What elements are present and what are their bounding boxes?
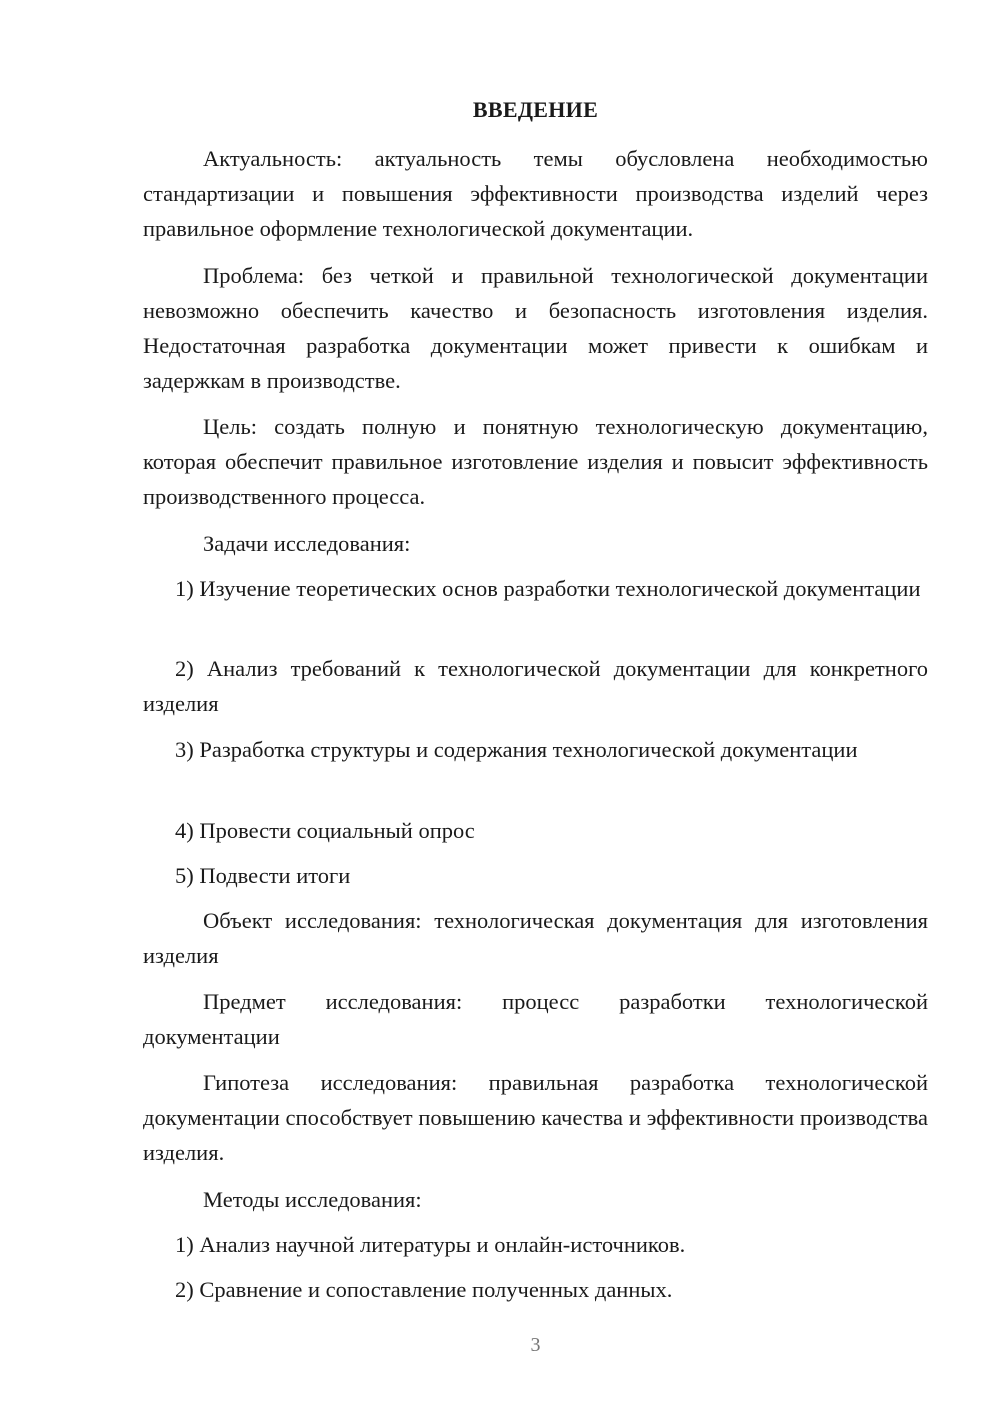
tasks-heading: Задачи исследования: — [203, 531, 411, 556]
method-item-2: 2) Сравнение и сопоставление полученных данных. — [175, 1277, 673, 1302]
page-number: 3 — [530, 1334, 541, 1356]
object-paragraph: Объект исследования: технологическая документация для изготовления изделия — [143, 908, 928, 968]
task-item-3: 3) Разработка структуры и содержания технологической документации — [175, 737, 858, 762]
task-item-4: 4) Провести социальный опрос — [175, 818, 475, 843]
relevance-paragraph: Актуальность: актуальность темы обусловлена необходимостью стандартизации и повышения эффективности производства изделий через правильное оформление технологической документации. — [143, 146, 928, 241]
hypothesis-paragraph: Гипотеза исследования: правильная разработка технологической документации способствует повышению качества и эффективности производства изделия. — [143, 1070, 928, 1165]
task-item-1: 1) Изучение теоретических основ разработки технологической документации — [175, 576, 921, 601]
method-item-1: 1) Анализ научной литературы и онлайн-источников. — [175, 1232, 686, 1257]
task-item-2: 2) Анализ требований к технологической документации для конкретного изделия — [143, 656, 928, 716]
methods-heading: Методы исследования: — [203, 1187, 422, 1212]
page-title: ВВЕДЕНИЕ — [472, 97, 599, 122]
subject-paragraph: Предмет исследования: процесс разработки технологической документации — [143, 989, 928, 1049]
task-item-5: 5) Подвести итоги — [175, 863, 351, 888]
problem-paragraph: Проблема: без четкой и правильной технологической документации невозможно обеспечить качество и безопасность изготовления изделия. Недостаточная разработка документации может привести к ошибкам и задержкам в производстве. — [143, 263, 928, 393]
goal-paragraph: Цель: создать полную и понятную технологическую документацию, которая обеспечит правильное изготовление изделия и повысит эффективность производственного процесса. — [143, 414, 928, 509]
